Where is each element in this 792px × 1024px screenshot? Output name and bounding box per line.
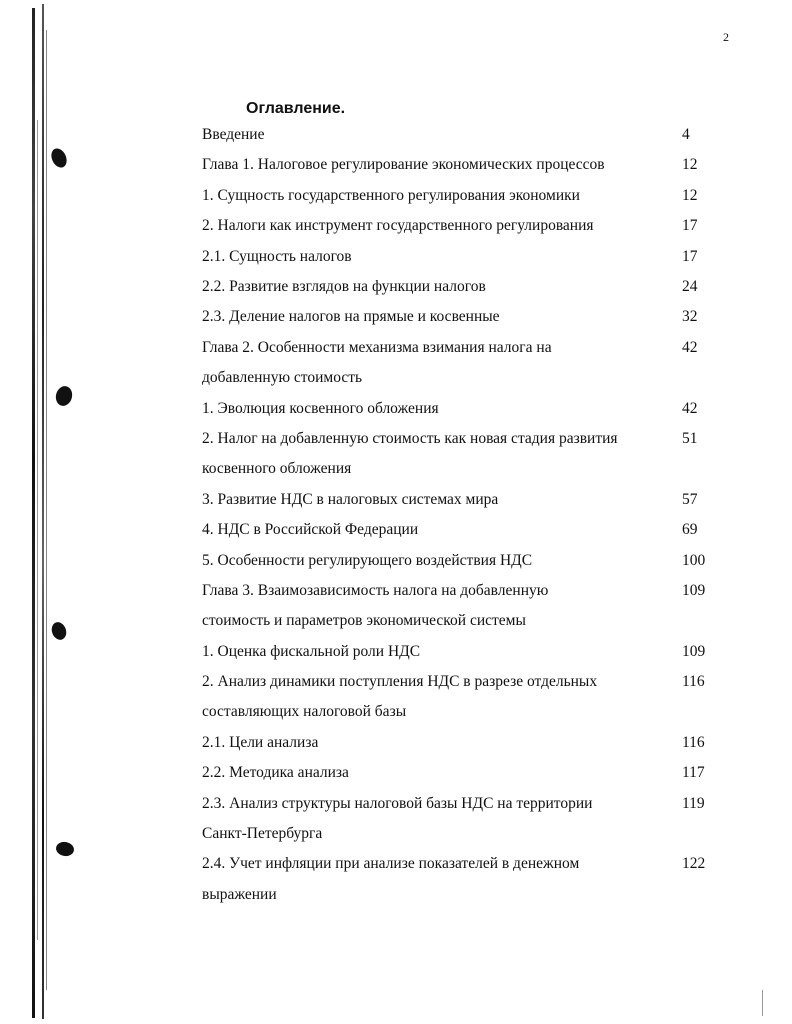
binding-hole-mark (55, 841, 75, 858)
toc-entry-title: 2. Анализ динамики поступления НДС в разрезе отдельных (202, 673, 598, 691)
toc-entry-title-continued: добавленную стоимость (202, 369, 363, 387)
toc-entry-title-continued: Санкт-Петербурга (202, 825, 323, 843)
toc-entry-title: 2.4. Учет инфляции при анализе показателей в денежном (202, 855, 580, 873)
toc-entry-page: 4 (682, 126, 690, 143)
scan-edge-line (32, 8, 35, 1018)
toc-entry (202, 339, 722, 400)
toc-entry-page: 17 (682, 247, 698, 265)
toc-entry (202, 521, 722, 551)
toc-entry (202, 582, 722, 643)
toc-entry-page: 69 (682, 521, 698, 539)
binding-hole-mark (48, 146, 69, 170)
scan-edge-line (46, 30, 47, 990)
toc-entry-title: 1. Эволюция косвенного обложения (202, 399, 439, 417)
toc-entry-title: 2. Налог на добавленную стоимость как новая стадия развития (202, 429, 618, 447)
toc-entry (202, 855, 722, 916)
scan-edge-line (37, 120, 38, 940)
toc-entry-page: 116 (682, 673, 705, 691)
scan-edge-line (762, 990, 763, 1016)
toc-entry-page: 17 (682, 217, 698, 235)
toc-entry-page: 42 (682, 338, 698, 356)
toc-entry-title-continued: стоимость и параметров экономической системы (202, 612, 526, 630)
toc-entry-page: 57 (682, 490, 698, 508)
toc-entry-title: 2. Налоги как инструмент государственного регулирования (202, 217, 594, 235)
toc-entry-title: 2.3. Анализ структуры налоговой базы НДС на территории (202, 794, 593, 812)
toc-entry-title: 2.2. Развитие взглядов на функции налогов (202, 277, 486, 295)
toc-entry (202, 795, 722, 856)
toc-entry-title: 2.3. Деление налогов на прямые и косвенные (202, 308, 500, 326)
toc-entry-page: 32 (682, 308, 698, 326)
toc-entry (202, 430, 722, 491)
toc-entry-title: 2.1. Сущность налогов (202, 247, 352, 265)
toc-entry (202, 156, 722, 186)
toc-entry (202, 643, 722, 673)
table-of-contents (202, 126, 722, 916)
toc-entry-title: 1. Сущность государственного регулирования экономики (202, 186, 580, 204)
binding-hole-mark (54, 384, 75, 407)
toc-entry (202, 552, 722, 582)
toc-entry (202, 126, 722, 156)
toc-entry (202, 764, 722, 794)
toc-entry-page: 116 (682, 733, 705, 751)
toc-entry-page: 122 (682, 855, 706, 873)
toc-entry-title-continued: выражении (202, 885, 277, 903)
toc-entry (202, 308, 722, 338)
toc-entry-title: Глава 2. Особенности механизма взимания налога на (202, 338, 552, 356)
scan-edge-line (42, 4, 44, 1019)
toc-entry-page: 12 (682, 156, 698, 174)
toc-entry (202, 400, 722, 430)
toc-entry (202, 248, 722, 278)
toc-entry-title: 1. Оценка фискальной роли НДС (202, 642, 421, 660)
toc-entry-title: 5. Особенности регулирующего воздействия НДС (202, 551, 533, 569)
page-title: Оглавление. (246, 100, 346, 117)
toc-entry-title: 4. НДС в Российской Федерации (202, 521, 419, 539)
toc-entry-title: Глава 1. Налоговое регулирование экономических процессов (202, 156, 605, 174)
toc-entry-page: 51 (682, 429, 698, 447)
toc-entry-page: 119 (682, 794, 705, 812)
toc-entry-title: Глава 3. Взаимозависимость налога на добавленную (202, 581, 549, 599)
toc-entry-title: 2.2. Методика анализа (202, 764, 349, 782)
toc-entry-page: 42 (682, 399, 698, 417)
toc-entry-title: Введение (202, 126, 265, 143)
toc-entry (202, 734, 722, 764)
toc-entry-title-continued: косвенного обложения (202, 460, 352, 478)
toc-entry-page: 117 (682, 764, 705, 782)
toc-entry (202, 278, 722, 308)
toc-entry-page: 100 (682, 551, 706, 569)
toc-entry (202, 673, 722, 734)
toc-entry (202, 217, 722, 247)
toc-entry (202, 491, 722, 521)
page-number: 2 (723, 30, 729, 44)
toc-entry-title-continued: составляющих налоговой базы (202, 703, 407, 721)
toc-entry-title: 2.1. Цели анализа (202, 733, 319, 751)
toc-entry-page: 12 (682, 186, 698, 204)
toc-entry-page: 109 (682, 581, 706, 599)
toc-entry-page: 109 (682, 642, 706, 660)
toc-entry-page: 24 (682, 277, 698, 295)
toc-entry-title: 3. Развитие НДС в налоговых системах мира (202, 490, 499, 508)
binding-hole-mark (49, 620, 68, 642)
toc-entry (202, 187, 722, 217)
